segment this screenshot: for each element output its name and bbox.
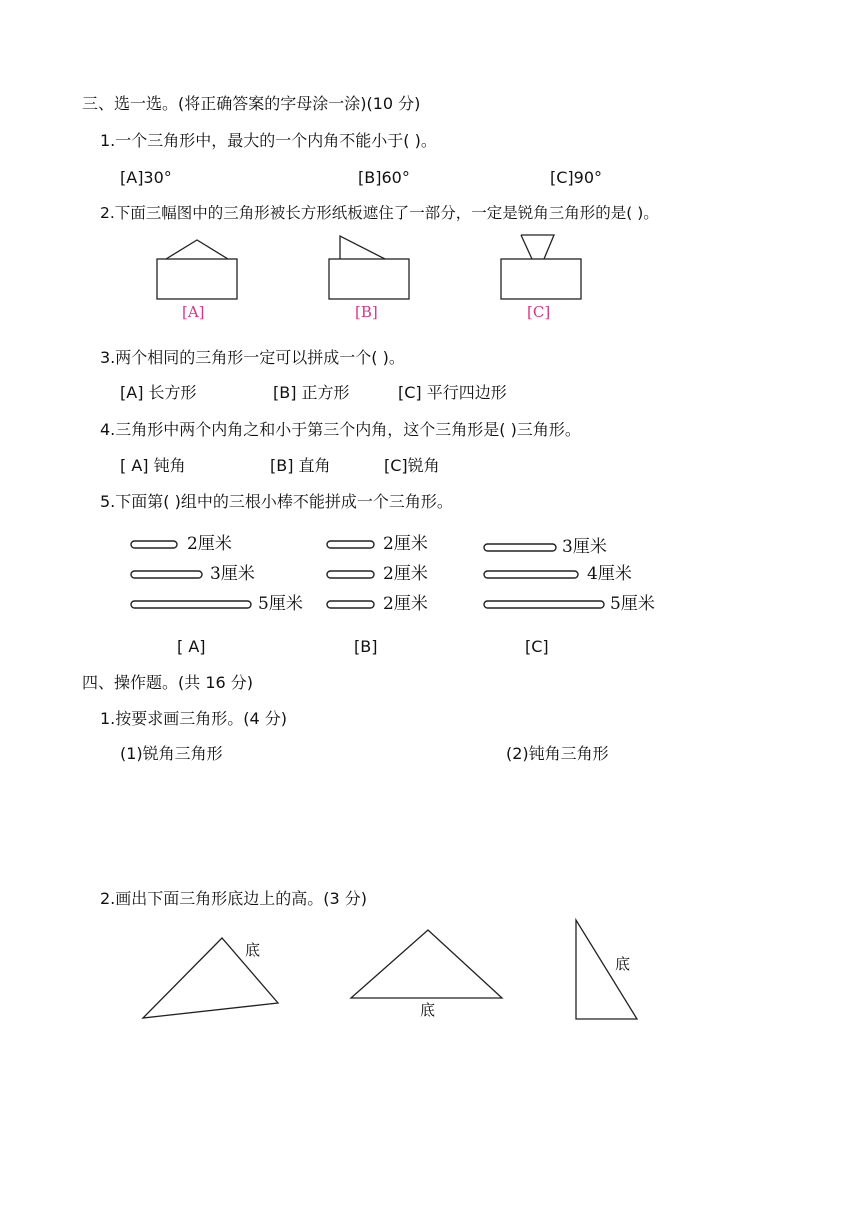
q3-option-b[interactable]: [B] 正方形 bbox=[273, 383, 350, 402]
q2-label-b[interactable]: [B] bbox=[355, 303, 378, 321]
section3-heading: 三、选一选。(将正确答案的字母涂一涂)(10 分) bbox=[82, 94, 421, 113]
q2-figure-b bbox=[322, 232, 417, 304]
q1-option-c[interactable]: [C]90° bbox=[550, 168, 603, 187]
stick-b1-label: 2厘米 bbox=[383, 534, 428, 554]
triangle-1 bbox=[140, 935, 282, 1025]
triangle-1-base-label: 底 bbox=[245, 941, 261, 959]
q4-option-b[interactable]: [B] 直角 bbox=[270, 456, 331, 475]
triangle-3-base-label: 底 bbox=[615, 955, 631, 973]
q4-text: 4.三角形中两个内角之和小于第三个内角，这个三角形是( )三角形。 bbox=[100, 420, 581, 439]
stick-c1 bbox=[483, 543, 559, 553]
q5-label-a[interactable]: [ A] bbox=[177, 637, 206, 656]
triangle-2-base-label: 底 bbox=[420, 1001, 436, 1019]
q3-option-c[interactable]: [C] 平行四边形 bbox=[398, 383, 507, 402]
q3-option-a[interactable]: [A] 长方形 bbox=[120, 383, 197, 402]
stick-c2 bbox=[483, 570, 581, 580]
q4-option-c[interactable]: [C]锐角 bbox=[384, 456, 440, 475]
q1-text: 1.一个三角形中，最大的一个内角不能小于( )。 bbox=[100, 131, 437, 150]
section4-heading: 四、操作题。(共 16 分) bbox=[82, 673, 254, 692]
s4-q1-text: 1.按要求画三角形。(4 分) bbox=[100, 709, 288, 728]
s4-q1-b: (2)钝角三角形 bbox=[506, 744, 609, 763]
q1-option-b[interactable]: [B]60° bbox=[358, 168, 410, 187]
q2-figure-c bbox=[494, 232, 589, 304]
q2-label-a[interactable]: [A] bbox=[182, 303, 205, 321]
q3-text: 3.两个相同的三角形一定可以拼成一个( )。 bbox=[100, 348, 405, 367]
stick-c2-label: 4厘米 bbox=[587, 564, 632, 584]
stick-a2-label: 3厘米 bbox=[210, 564, 255, 584]
q2-figure-a bbox=[150, 232, 245, 304]
q5-text: 5.下面第( )组中的三根小棒不能拼成一个三角形。 bbox=[100, 492, 453, 511]
stick-b1 bbox=[326, 540, 376, 550]
s4-q1-a: (1)锐角三角形 bbox=[120, 744, 223, 763]
q4-option-a[interactable]: [ A] 钝角 bbox=[120, 456, 186, 475]
stick-a3 bbox=[130, 600, 254, 610]
stick-a2 bbox=[130, 570, 204, 580]
stick-a1-label: 2厘米 bbox=[187, 534, 232, 554]
triangle-3 bbox=[572, 917, 642, 1023]
q1-option-a[interactable]: [A]30° bbox=[120, 168, 172, 187]
q2-label-c[interactable]: [C] bbox=[527, 303, 551, 321]
stick-a1 bbox=[130, 540, 180, 550]
q5-label-b[interactable]: [B] bbox=[354, 637, 378, 656]
triangle-2 bbox=[348, 927, 506, 1002]
q5-label-c[interactable]: [C] bbox=[525, 637, 549, 656]
stick-c3 bbox=[483, 600, 607, 610]
stick-b3 bbox=[326, 600, 376, 610]
stick-b2 bbox=[326, 570, 376, 580]
q2-text: 2.下面三幅图中的三角形被长方形纸板遮住了一部分，一定是锐角三角形的是( )。 bbox=[100, 204, 659, 222]
stick-a3-label: 5厘米 bbox=[258, 594, 303, 614]
stick-c1-label: 3厘米 bbox=[562, 537, 607, 557]
s4-q2-text: 2.画出下面三角形底边上的高。(3 分) bbox=[100, 889, 368, 908]
stick-b2-label: 2厘米 bbox=[383, 564, 428, 584]
stick-c3-label: 5厘米 bbox=[610, 594, 655, 614]
stick-b3-label: 2厘米 bbox=[383, 594, 428, 614]
